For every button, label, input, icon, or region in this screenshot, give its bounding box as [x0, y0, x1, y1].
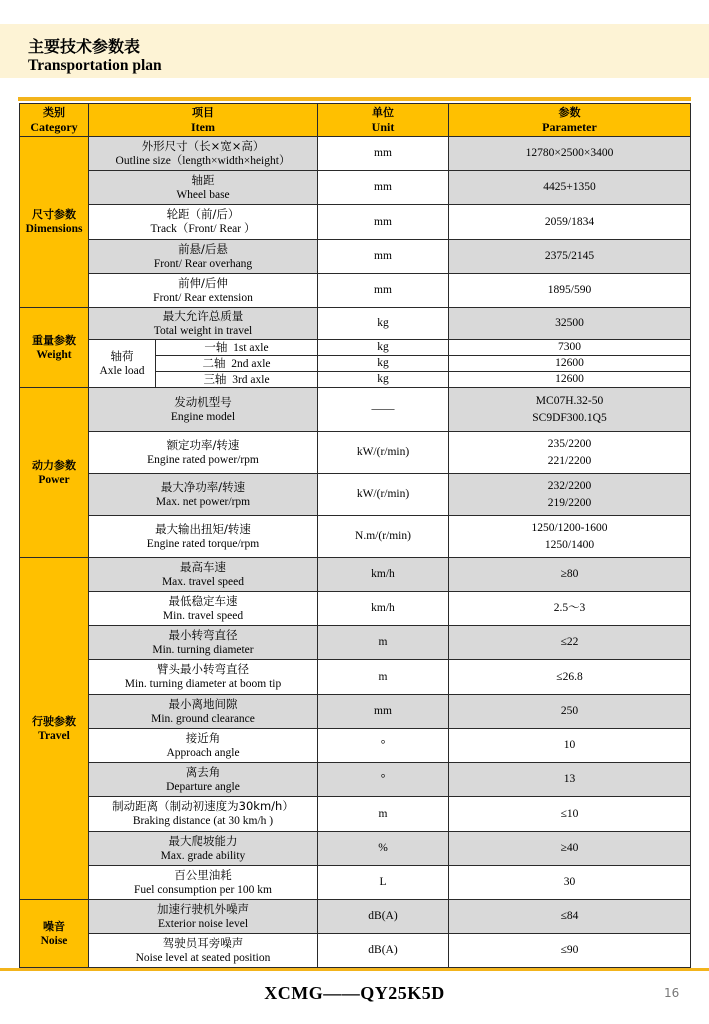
- table-row: [20, 592, 691, 626]
- table-row: [20, 240, 691, 274]
- unit-cell: mm: [318, 171, 449, 205]
- item-cell: 接近角 Approach angle: [89, 729, 318, 763]
- item-cell: 额定功率/转速 Engine rated power/rpm: [89, 432, 318, 474]
- value-cell: ≤26.8: [449, 660, 691, 695]
- value-cell: 1895/590: [449, 274, 691, 308]
- page-title-en: Transportation plan: [28, 57, 162, 74]
- item-cell: 外形尺寸（长×宽×高） Outline size（length×width×height）: [89, 137, 318, 171]
- value-cell: 30: [449, 866, 691, 900]
- table-row: [20, 832, 691, 866]
- item-cell: 最小离地间隙 Min. ground clearance: [89, 695, 318, 729]
- table-header-row: [20, 104, 691, 137]
- table-row: [20, 516, 691, 558]
- header-category: 类别 Category: [20, 104, 89, 137]
- item-cell: 驾驶员耳旁噪声 Noise level at seated position: [89, 934, 318, 968]
- value-cell: 1250/1200-1600 1250/1400: [449, 516, 691, 558]
- item-cell: 轴距 Wheel base: [89, 171, 318, 205]
- unit-cell: dB(A): [318, 934, 449, 968]
- unit-cell: mm: [318, 274, 449, 308]
- unit-cell: ——: [318, 388, 449, 432]
- page-number: 16: [664, 986, 680, 1000]
- table-row: [20, 205, 691, 240]
- value-cell: 12600: [449, 372, 691, 388]
- unit-cell: m: [318, 626, 449, 660]
- header-item: 项目 Item: [89, 104, 318, 137]
- value-cell: 2.5～3: [449, 592, 691, 626]
- table-row: [20, 388, 691, 432]
- unit-cell: kW/(r/min): [318, 432, 449, 474]
- table-row: [20, 934, 691, 968]
- item-cell: 最大净功率/转速 Max. net power/rpm: [89, 474, 318, 516]
- unit-cell: °: [318, 763, 449, 797]
- header-parameter: 参数 Parameter: [449, 104, 691, 137]
- footer-model-name: XCMG——QY25K5D: [264, 983, 445, 1003]
- unit-cell: °: [318, 729, 449, 763]
- item-cell: 三轴 3rd axle: [156, 372, 318, 388]
- table-row: [20, 900, 691, 934]
- unit-cell: kg: [318, 340, 449, 356]
- table-row: [20, 308, 691, 340]
- unit-cell: mm: [318, 695, 449, 729]
- value-cell: ≥40: [449, 832, 691, 866]
- value-cell: 13: [449, 763, 691, 797]
- table-row: [20, 729, 691, 763]
- value-cell: 250: [449, 695, 691, 729]
- page-title-zh: 主要技术参数表: [28, 37, 141, 56]
- item-cell: 最大允许总质量 Total weight in travel: [89, 308, 318, 340]
- value-cell: 235/2200 221/2200: [449, 432, 691, 474]
- value-cell: 32500: [449, 308, 691, 340]
- header-unit: 单位 Unit: [318, 104, 449, 137]
- item-cell: 前悬/后悬 Front/ Rear overhang: [89, 240, 318, 274]
- unit-cell: kW/(r/min): [318, 474, 449, 516]
- table-row: [20, 171, 691, 205]
- unit-cell: m: [318, 660, 449, 695]
- item-cell: 臂头最小转弯直径 Min. turning diameter at boom tip: [89, 660, 318, 695]
- item-cell: 最大输出扭矩/转速 Engine rated torque/rpm: [89, 516, 318, 558]
- item-cell: 百公里油耗 Fuel consumption per 100 km: [89, 866, 318, 900]
- bottom-divider: [0, 968, 709, 971]
- table-row: [20, 866, 691, 900]
- table-row: [20, 626, 691, 660]
- unit-cell: L: [318, 866, 449, 900]
- value-cell: MC07H.32-50 SC9DF300.1Q5: [449, 388, 691, 432]
- value-cell: 4425+1350: [449, 171, 691, 205]
- item-cell: 最低稳定车速 Min. travel speed: [89, 592, 318, 626]
- table-row: [20, 137, 691, 171]
- item-cell: 最高车速 Max. travel speed: [89, 558, 318, 592]
- value-cell: 10: [449, 729, 691, 763]
- spec-table: [19, 103, 691, 968]
- item-cell: 前伸/后伸 Front/ Rear extension: [89, 274, 318, 308]
- value-cell: ≥80: [449, 558, 691, 592]
- table-row: [20, 763, 691, 797]
- value-cell: ≤22: [449, 626, 691, 660]
- item-cell: 最大爬坡能力 Max. grade ability: [89, 832, 318, 866]
- value-cell: 2375/2145: [449, 240, 691, 274]
- unit-cell: %: [318, 832, 449, 866]
- table-row: [20, 558, 691, 592]
- category-weight: 重量参数 Weight: [20, 308, 89, 388]
- value-cell: ≤10: [449, 797, 691, 832]
- unit-cell: kg: [318, 356, 449, 372]
- category-power: 动力参数 Power: [20, 388, 89, 558]
- item-cell: 轮距（前/后） Track（Front/ Rear ）: [89, 205, 318, 240]
- value-cell: 232/2200 219/2200: [449, 474, 691, 516]
- unit-cell: N.m/(r/min): [318, 516, 449, 558]
- value-cell: ≤84: [449, 900, 691, 934]
- item-cell: 离去角 Departure angle: [89, 763, 318, 797]
- unit-cell: kg: [318, 372, 449, 388]
- value-cell: 12780×2500×3400: [449, 137, 691, 171]
- axle-load-label: 轴荷 Axle load: [89, 340, 156, 388]
- table-row: [20, 797, 691, 832]
- value-cell: 2059/1834: [449, 205, 691, 240]
- unit-cell: km/h: [318, 558, 449, 592]
- top-divider: [18, 97, 691, 101]
- table-row: [20, 474, 691, 516]
- item-cell: 制动距离（制动初速度为30km/h） Braking distance (at 30 km/h ): [89, 797, 318, 832]
- unit-cell: mm: [318, 137, 449, 171]
- unit-cell: m: [318, 797, 449, 832]
- value-cell: ≤90: [449, 934, 691, 968]
- item-cell: 一轴 1st axle: [156, 340, 318, 356]
- unit-cell: dB(A): [318, 900, 449, 934]
- table-row: [20, 660, 691, 695]
- unit-cell: mm: [318, 240, 449, 274]
- category-travel: 行驶参数 Travel: [20, 558, 89, 900]
- unit-cell: mm: [318, 205, 449, 240]
- category-noise: 噪音 Noise: [20, 900, 89, 968]
- table-row: [20, 340, 691, 356]
- table-row: [20, 432, 691, 474]
- item-cell: 加速行驶机外噪声 Exterior noise level: [89, 900, 318, 934]
- value-cell: 7300: [449, 340, 691, 356]
- item-cell: 最小转弯直径 Min. turning diameter: [89, 626, 318, 660]
- unit-cell: kg: [318, 308, 449, 340]
- value-cell: 12600: [449, 356, 691, 372]
- item-cell: 二轴 2nd axle: [156, 356, 318, 372]
- item-cell: 发动机型号 Engine model: [89, 388, 318, 432]
- category-dimensions: 尺寸参数 Dimensions: [20, 137, 89, 308]
- unit-cell: km/h: [318, 592, 449, 626]
- table-row: [20, 695, 691, 729]
- table-row: [20, 274, 691, 308]
